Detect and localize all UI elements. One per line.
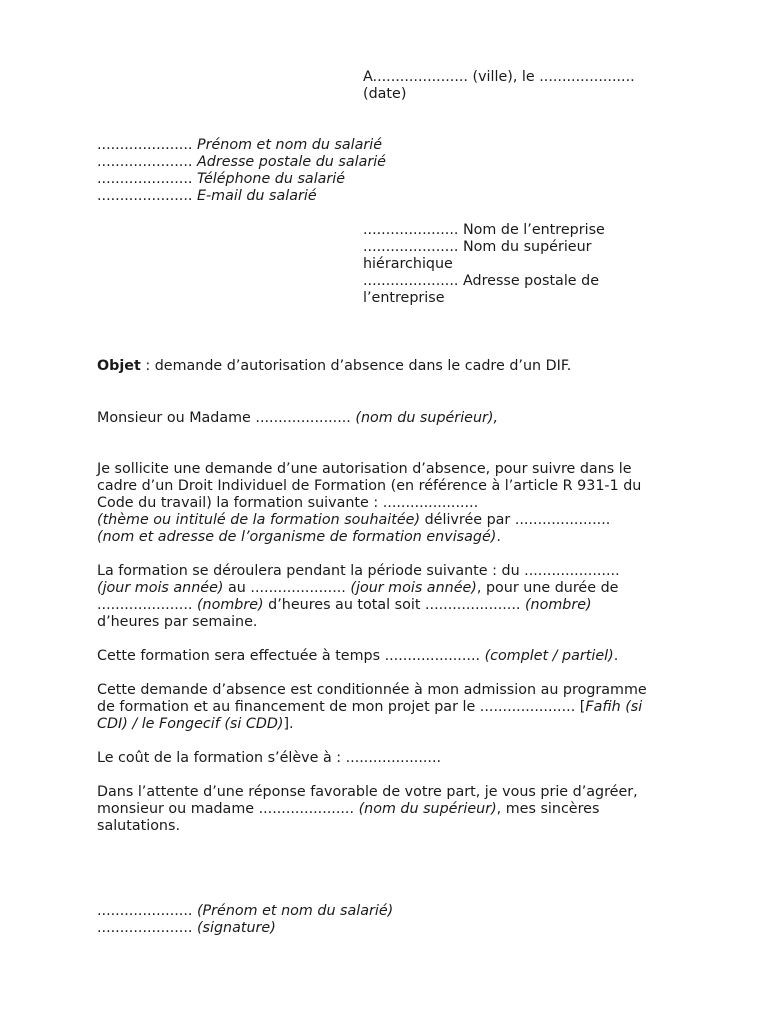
para2-line: d’heures par semaine. (97, 614, 258, 630)
salutation-line (97, 410, 697, 427)
signature-name (97, 903, 697, 920)
dots: ..................... (97, 137, 193, 153)
superior-hint: (nom du supérieur) (358, 801, 497, 817)
para4-end: ]. (283, 716, 294, 732)
sender-email (97, 188, 697, 205)
recipient-block (363, 222, 703, 307)
para2-text: d’heures au total soit ..................... (263, 597, 525, 613)
place-date-line: A..................... (ville), le ..................... (363, 69, 635, 85)
para1-line: cadre d’un Droit Individuel de Formation (en référence à l’article R 931-1 du (97, 478, 642, 494)
dots: ..................... (97, 171, 193, 187)
recipient-company: ..................... Nom de l’entreprise (363, 222, 605, 238)
paragraph-period (97, 563, 697, 631)
time-hint: (complet / partiel) (484, 648, 614, 664)
para6-line: Dans l’attente d’une réponse favorable de votre part, je vous prie d’agréer, (97, 784, 638, 800)
para1-line: Je sollicite une demande d’une autorisation d’absence, pour suivre dans le (97, 461, 632, 477)
para4-line (97, 699, 697, 716)
dots: ..................... (97, 188, 193, 204)
para2-text: , pour une durée de (476, 580, 619, 596)
date-hint: (jour mois année) (350, 580, 477, 596)
recipient-address: ..................... Adresse postale de (363, 273, 600, 289)
para4-line (97, 716, 697, 733)
signature-sign (97, 920, 697, 937)
number-hint: (nombre) (196, 597, 264, 613)
signature-block (97, 903, 697, 937)
sender-phone-label: Téléphone du salarié (196, 171, 346, 187)
recipient-manager-cont: hiérarchique (363, 256, 453, 272)
para1-end: . (496, 529, 501, 545)
para6-text: monsieur ou madame ..................... (97, 801, 359, 817)
recipient-address-cont: l’entreprise (363, 290, 445, 306)
para3-end: . (613, 648, 619, 664)
cost-line: Le coût de la formation s’élève à : ..................... (97, 750, 442, 766)
para6-line (97, 801, 697, 818)
sender-address-label: Adresse postale du salarié (196, 154, 386, 170)
place-date (363, 69, 703, 103)
para1-line (97, 529, 697, 546)
signature-name-hint: (Prénom et nom du salarié) (196, 903, 394, 919)
funder-hint: CDI) / le Fongecif (si CDD) (97, 716, 284, 732)
para2-line (97, 580, 697, 597)
sender-email-label: E-mail du salarié (196, 188, 317, 204)
object-content: : demande d’autorisation d’absence dans le cadre d’un DIF. (140, 358, 572, 374)
training-title-hint: (thème ou intitulé de la formation souhaitée) (97, 512, 421, 528)
number-hint: (nombre) (524, 597, 592, 613)
object-label: Objet (97, 358, 141, 374)
sender-address (97, 154, 697, 171)
date-hint: (jour mois année) (97, 580, 224, 596)
object-line (97, 358, 697, 375)
para2-line: La formation se déroulera pendant la période suivante : du ..................... (97, 563, 620, 579)
para1-line: Code du travail) la formation suivante : ..................... (97, 495, 479, 511)
sender-name-label: Prénom et nom du salarié (196, 137, 383, 153)
paragraph-condition (97, 682, 697, 733)
signature-hint: (signature) (196, 920, 276, 936)
salutation-text (97, 410, 697, 427)
paragraph-cost (97, 750, 697, 767)
para4-text: de formation et au financement de mon projet par le ..................... [ (97, 699, 586, 715)
dots: ..................... (97, 920, 197, 936)
para1-line (97, 512, 697, 529)
para3-text: Cette formation sera effectuée à temps ..................... (97, 648, 485, 664)
para2-text: au ..................... (223, 580, 351, 596)
date-hint: (date) (363, 86, 407, 102)
paragraph-closing (97, 784, 697, 835)
dots: ..................... (97, 154, 193, 170)
para1-text: délivrée par ..................... (420, 512, 611, 528)
salutation-main: Monsieur ou Madame ..................... (97, 410, 356, 426)
para2-text: ..................... (97, 597, 197, 613)
object-text (97, 358, 697, 375)
organism-hint: (nom et adresse de l’organisme de formation envisagé) (97, 529, 497, 545)
sender-phone (97, 171, 697, 188)
para6-line: salutations. (97, 818, 180, 834)
dots: ..................... (97, 903, 197, 919)
sender-name (97, 137, 697, 154)
sender-block (97, 137, 697, 205)
funder-hint: Fafih (si (585, 699, 643, 715)
para2-line (97, 597, 697, 614)
recipient-manager: ..................... Nom du supérieur (363, 239, 592, 255)
para3-line (97, 648, 697, 665)
para6-text: , mes sincères (496, 801, 600, 817)
para4-line: Cette demande d’absence est conditionnée à mon admission au programme (97, 682, 647, 698)
paragraph-time (97, 648, 697, 665)
salutation-hint: (nom du supérieur), (355, 410, 499, 426)
paragraph-request (97, 461, 697, 546)
